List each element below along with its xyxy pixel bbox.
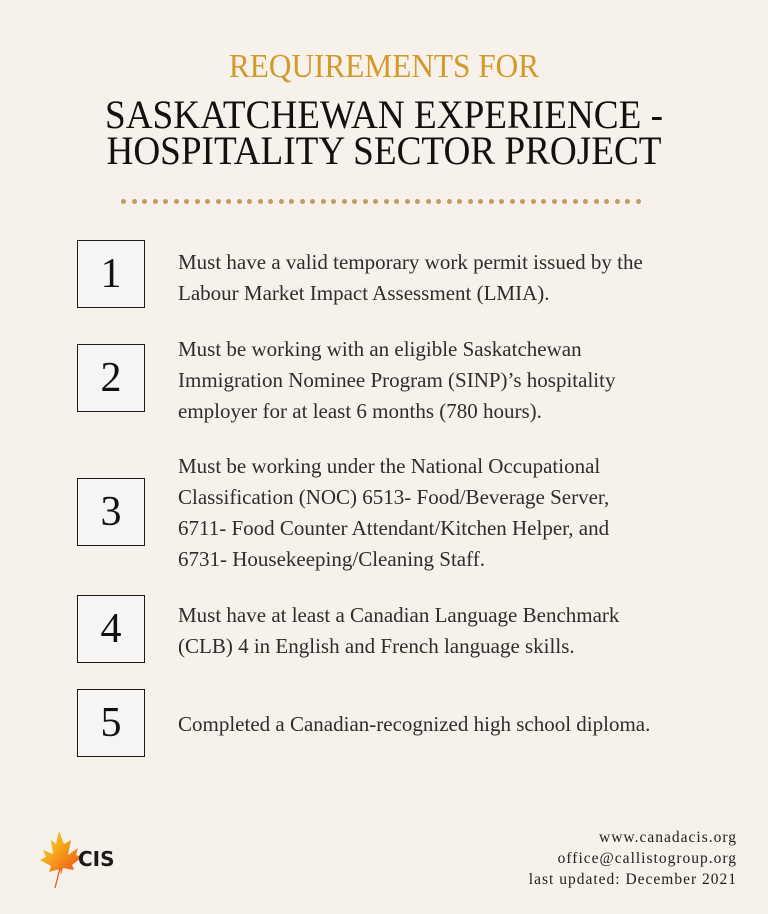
requirement-4-line: Must have at least a Canadian Language Benchmark (178, 603, 620, 627)
divider-dot (499, 199, 504, 204)
divider-dot (258, 199, 263, 204)
divider-dot (457, 199, 462, 204)
page-title (0, 92, 768, 173)
divider-dot (121, 199, 126, 204)
requirement-text-1 (178, 247, 718, 309)
divider-dot (625, 199, 630, 204)
divider-dot (604, 199, 609, 204)
divider-dot (279, 199, 284, 204)
divider-dot (541, 199, 546, 204)
divider-dot (142, 199, 147, 204)
divider-dot (247, 199, 252, 204)
requirement-1-line: Labour Market Impact Assessment (LMIA). (178, 281, 550, 305)
divider-dot (583, 199, 588, 204)
divider-dot (468, 199, 473, 204)
divider-dot (405, 199, 410, 204)
svg-text:CIS: CIS (78, 847, 115, 871)
divider-dot (615, 199, 620, 204)
requirement-5-line: Completed a Canadian-recognized high school diploma. (178, 712, 651, 736)
requirement-number-box-1: 1 (77, 240, 145, 308)
divider-dot (489, 199, 494, 204)
divider-dot (447, 199, 452, 204)
divider-dot (352, 199, 357, 204)
requirement-text-4 (178, 600, 718, 662)
divider-dot (594, 199, 599, 204)
website-link[interactable]: www.canadacis.org (599, 829, 737, 846)
subtitle: REQUIREMENTS FOR (228, 48, 540, 85)
requirement-number-box-4: 4 (77, 595, 145, 663)
divider-dot (195, 199, 200, 204)
divider-dot (478, 199, 483, 204)
requirement-number-box-5: 5 (77, 689, 145, 757)
divider-dot (237, 199, 242, 204)
requirement-2-line: employer for at least 6 months (780 hours). (178, 399, 542, 423)
divider-dot (394, 199, 399, 204)
footer-contact (529, 827, 737, 890)
divider-dot (373, 199, 378, 204)
divider-dot (573, 199, 578, 204)
divider-dot (163, 199, 168, 204)
requirement-3-line: 6711- Food Counter Attendant/Kitchen Helper, and (178, 516, 610, 540)
divider-dot (384, 199, 389, 204)
last-updated: last updated: December 2021 (528, 871, 737, 888)
divider-dot (153, 199, 158, 204)
divider-dot (300, 199, 305, 204)
divider-dot (426, 199, 431, 204)
divider-dot (184, 199, 189, 204)
requirement-2-line: Must be working with an eligible Saskatchewan (178, 337, 582, 361)
requirement-4-line: (CLB) 4 in English and French language skills. (178, 634, 575, 658)
maple-leaf-icon (26, 828, 116, 890)
requirement-2-line: Immigration Nominee Program (SINP)’s hospitality (178, 368, 616, 392)
requirement-3-line: Classification (NOC) 6513- Food/Beverage Server, (178, 485, 610, 509)
requirement-number-box-3: 3 (77, 478, 145, 546)
requirement-text-2 (178, 334, 718, 427)
divider-dot (268, 199, 273, 204)
requirement-1-line: Must have a valid temporary work permit issued by the (178, 250, 643, 274)
divider-dot (510, 199, 515, 204)
divider-dot (562, 199, 567, 204)
divider-dot (436, 199, 441, 204)
divider-dot (636, 199, 641, 204)
title-line-2: HOSPITALITY SECTOR PROJECT (106, 128, 662, 173)
divider-dot (289, 199, 294, 204)
divider-dot (552, 199, 557, 204)
requirement-3-line: 6731- Housekeeping/Cleaning Staff. (178, 547, 485, 571)
divider-dot (205, 199, 210, 204)
divider-dot (310, 199, 315, 204)
email-link[interactable]: office@callistogroup.org (557, 850, 737, 867)
divider-dot (321, 199, 326, 204)
title-line-1: SASKATCHEWAN EXPERIENCE - (105, 92, 664, 137)
requirement-text-3 (178, 451, 718, 575)
divider-dot (226, 199, 231, 204)
divider-dot (531, 199, 536, 204)
divider-dot (216, 199, 221, 204)
requirement-3-line: Must be working under the National Occupational (178, 454, 601, 478)
divider-dot (331, 199, 336, 204)
requirement-text-5 (178, 709, 718, 740)
divider-dot (174, 199, 179, 204)
dotted-divider (121, 196, 641, 206)
divider-dot (415, 199, 420, 204)
divider-dot (363, 199, 368, 204)
divider-dot (342, 199, 347, 204)
requirement-number-box-2: 2 (77, 344, 145, 412)
cis-logo (26, 828, 116, 890)
divider-dot (132, 199, 137, 204)
divider-dot (520, 199, 525, 204)
